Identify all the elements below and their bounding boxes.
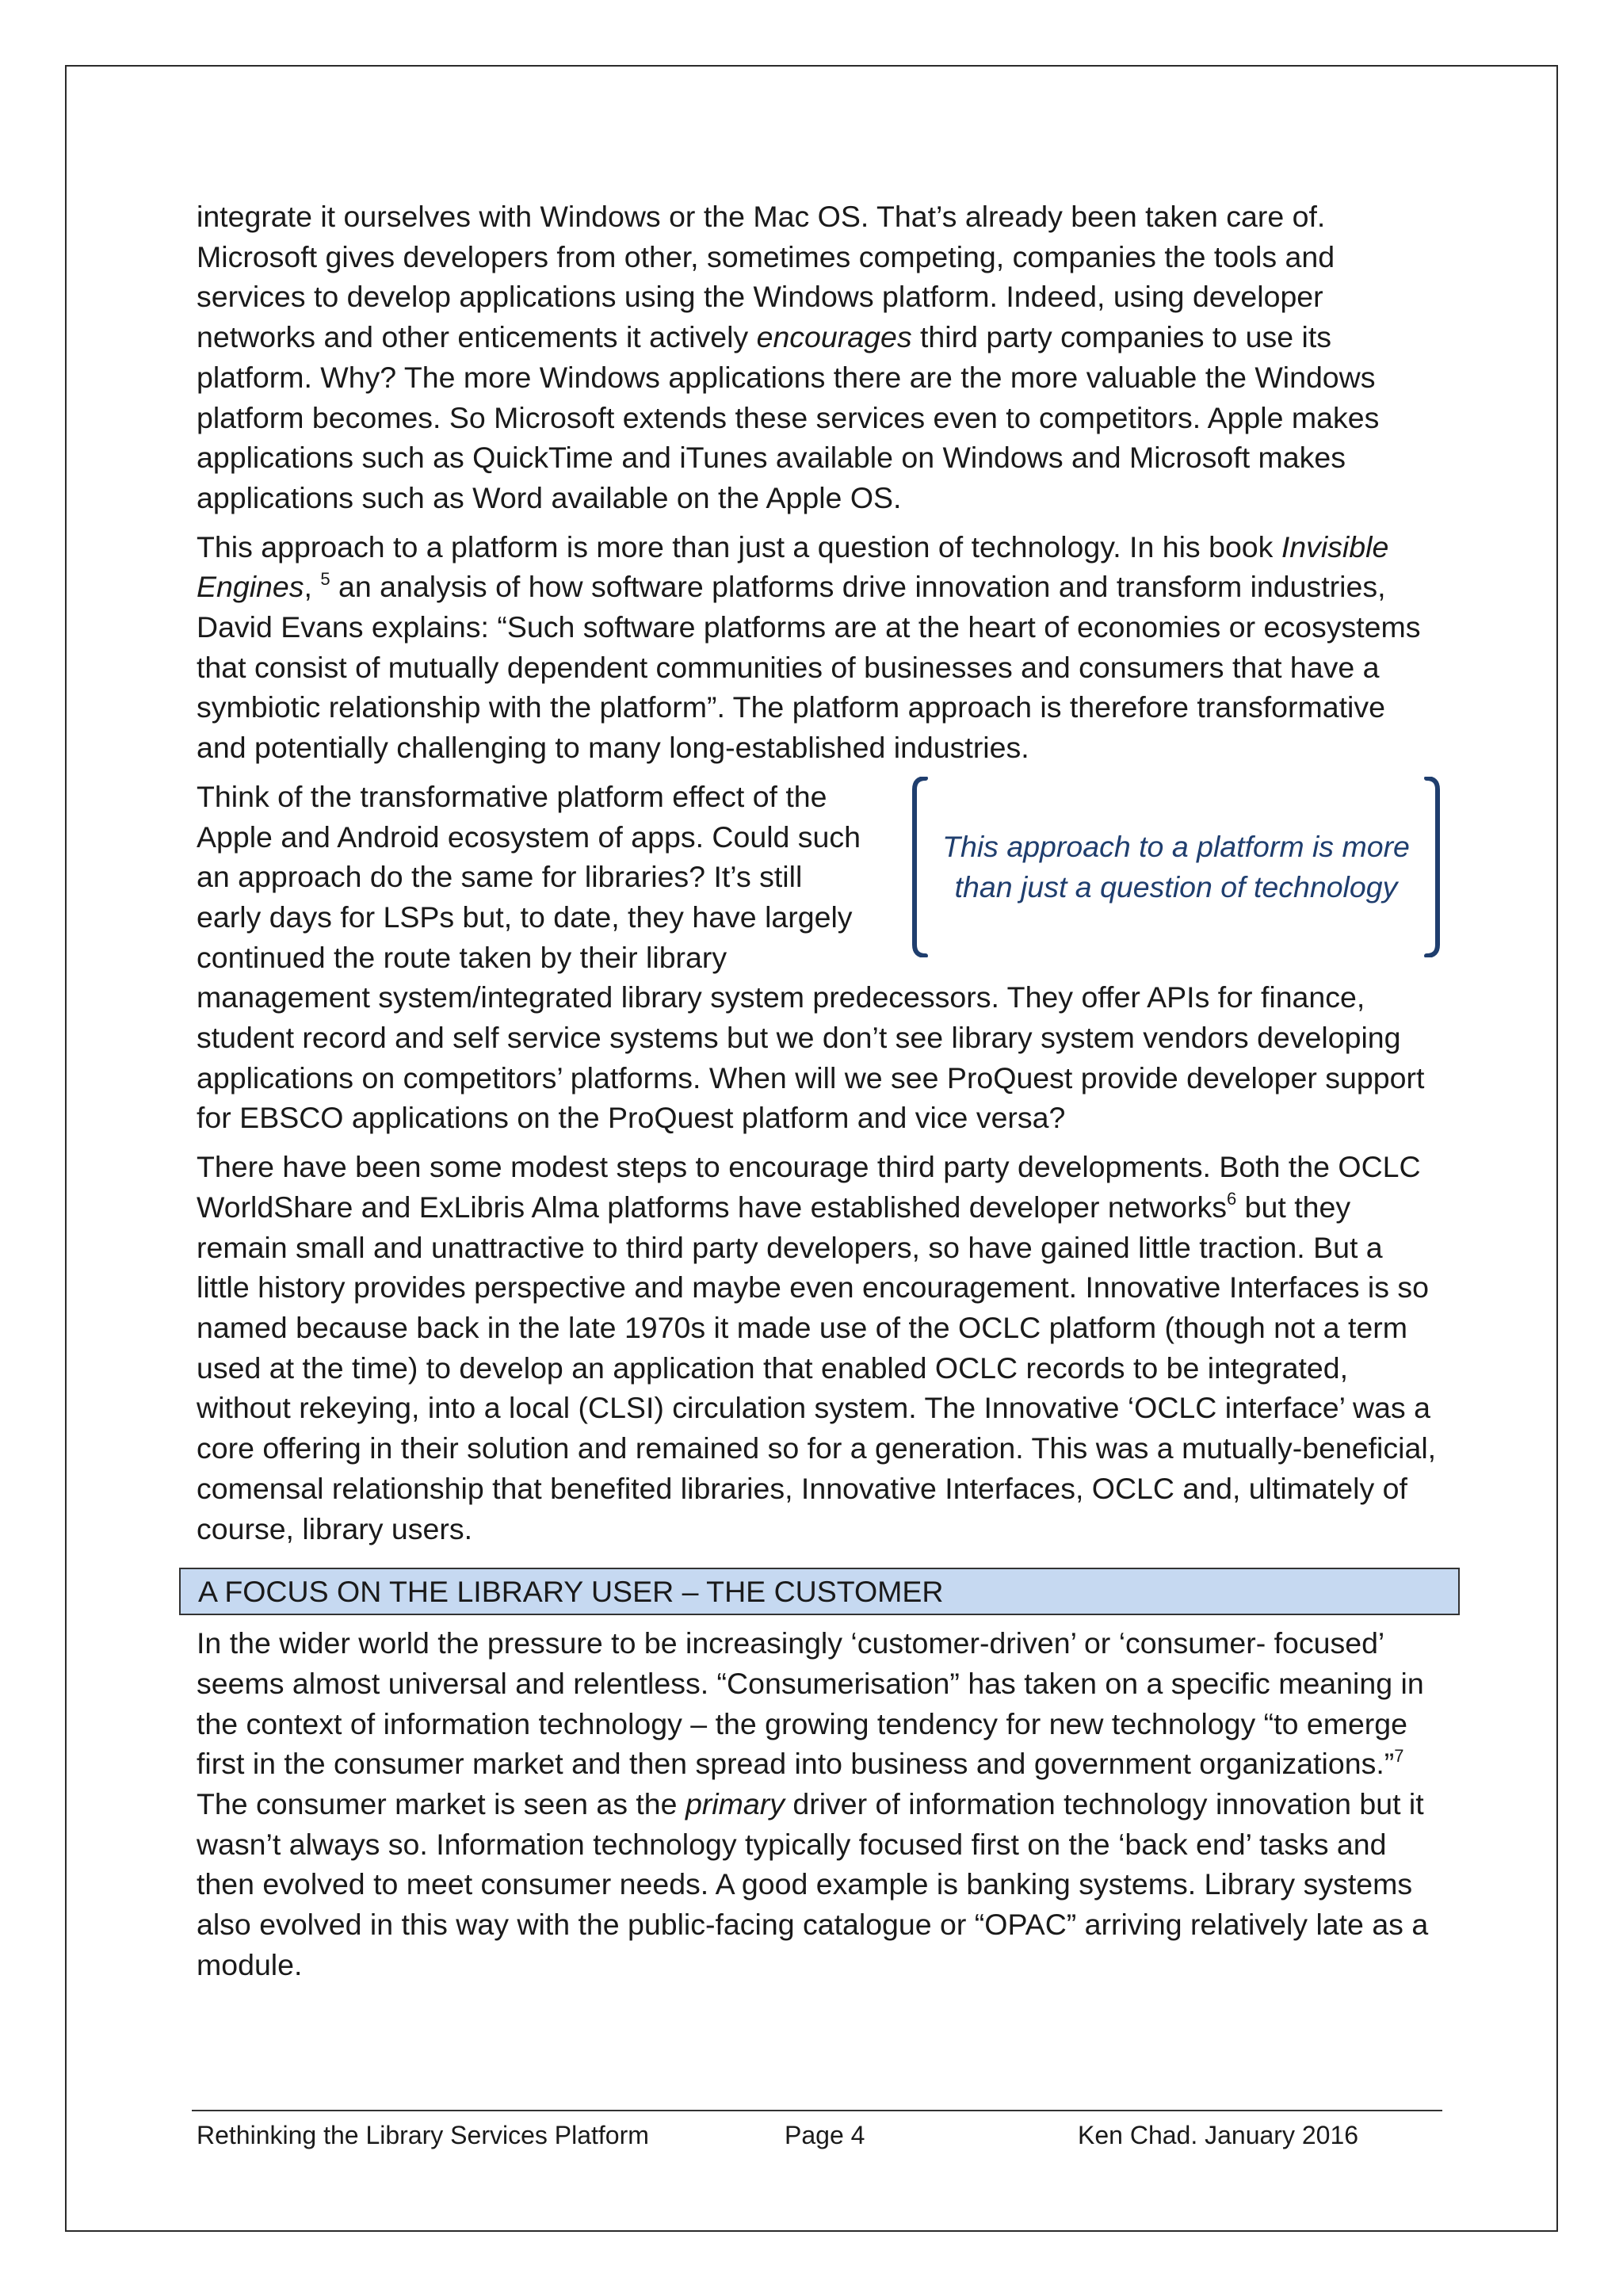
- paragraph-1: integrate it ourselves with Windows or the Mac OS. That’s already been taken care of. Microsoft gives developers from other, sometimes competing, companies the tools and services to develop applications using the Windows platform. Indeed, using developer networks and other enticements it actively encourages third party companies to use its platform. Why? The more Windows applications there are the more valuable the Windows platform becomes. So Microsoft extends these services even to competitors. Apple makes applications such as QuickTime and iTunes available on Windows and Microsoft makes applications such as Word available on the Apple OS.: [197, 200, 1380, 514]
- footnote-ref-6[interactable]: 6: [1226, 1189, 1237, 1209]
- document-body: [197, 197, 1442, 1985]
- section-heading: A FOCUS ON THE LIBRARY USER – THE CUSTOMER: [179, 1568, 1460, 1615]
- emphasis-primary: primary: [685, 1787, 785, 1821]
- pull-quote-text: This approach to a platform is more than just a question of technology: [942, 829, 1410, 904]
- pull-quote: [910, 777, 1442, 957]
- footer-author-date: Ken Chad. January 2016: [1078, 2121, 1359, 2149]
- page-footer: [192, 2110, 1442, 2149]
- footnote-ref-7[interactable]: 7: [1394, 1745, 1404, 1766]
- paragraph-5: In the wider world the pressure to be increasingly ‘customer-driven’ or ‘consumer- focused’ seems almost universal and relentless. “Consumerisation” has taken on a specific meaning in the context of information technology – the growing tendency for new technology “to emerge first in the consumer market and then spread into business and government organizations.”$^7$ The consumer market is seen as the primary driver of information technology innovation but it wasn’t always so. Information technology typically focused first on the ‘back end’ tasks and then evolved to meet consumer needs. A good example is banking systems. Library systems also evolved in this way with the public-facing catalogue or “OPAC” arriving relatively late as a module.: [197, 1626, 1429, 1981]
- emphasis-encourages: encourages: [756, 320, 912, 354]
- footnote-ref-5[interactable]: 5: [320, 568, 330, 589]
- paragraph-2: This approach to a platform is more than just a question of technology. In his book Invisible Engines, $^5$ an analysis of how software platforms drive innovation and transform industries, David Evans explains: “Such software platforms are at the heart of economies or ecosystems that consist of mutually dependent communities of businesses and consumers that have a symbiotic relationship with the platform”. The platform approach is therefore transformative and potentially challenging to many long-established industries.: [197, 529, 1421, 765]
- right-bracket-icon: [1423, 777, 1442, 957]
- book-title: Invisible Engines: [197, 529, 1389, 604]
- footer-title: Rethinking the Library Services Platform: [197, 2121, 649, 2149]
- footer-page-number: Page 4: [785, 2121, 865, 2149]
- paragraph-3: This approach to a platform is more than just a question of technology Think of the transformative platform effect of the Apple and Android ecosystem of apps. Could such an approach do the same for libraries? It’s still early days for LSPs but, to date, they have largely continued the route taken by their library management system/integrated library system predecessors. They offer APIs for finance, student record and self service systems but we don’t see library system vendors developing applications on competitors’ platforms. When will we see ProQuest provide developer support for EBSCO applications on the ProQuest platform and vice versa?: [197, 777, 1442, 1138]
- left-bracket-icon: [910, 777, 929, 957]
- paragraph-4: There have been some modest steps to encourage third party developments. Both the OCLC WorldShare and ExLibris Alma platforms have established developer networks$^6$ but they remain small and unattractive to third party developers, so have gained little traction. But a little history provides perspective and maybe even encouragement. Innovative Interfaces is so named because back in the late 1970s it made use of the OCLC platform (though not a term used at the time) to develop an application that enabled OCLC records to be integrated, without rekeying, into a local (CLSI) circulation system. The Innovative ‘OCLC interface’ was a core offering in their solution and remained so for a generation. This was a mutually-beneficial, comensal relationship that benefited libraries, Innovative Interfaces, OCLC and, ultimately of course, library users.: [197, 1150, 1437, 1545]
